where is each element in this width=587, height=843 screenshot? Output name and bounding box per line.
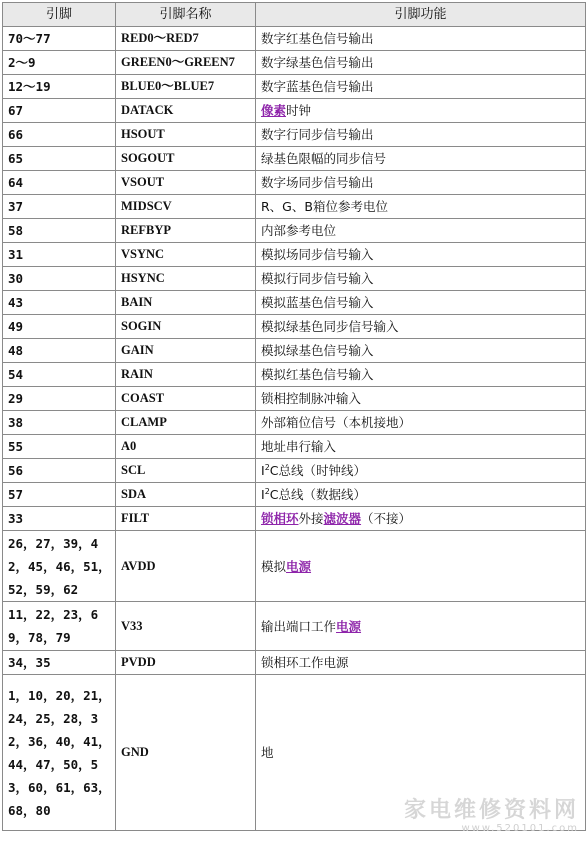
pin-name: REFBYP (116, 219, 256, 243)
pin-number: 1，10，20，21，24，25，28，32，36，40，41，44，47，50，53，60，61，63，68，80 (3, 675, 116, 831)
table-row (3, 219, 586, 243)
function-text: I (261, 487, 265, 502)
table-row (3, 339, 586, 363)
pin-table (2, 2, 586, 831)
table-row (3, 147, 586, 171)
pin-function: 外部箱位信号（本机接地） (256, 411, 586, 435)
table-row (3, 27, 586, 51)
pin-function: 地 (256, 675, 586, 831)
pin-function: 模拟场同步信号输入 (256, 243, 586, 267)
table-row (3, 651, 586, 675)
pin-function: 地址串行输入 (256, 435, 586, 459)
pin-number: 12～19 (3, 75, 116, 99)
pin-name: BAIN (116, 291, 256, 315)
link-pll[interactable]: 锁相环 (261, 511, 299, 526)
function-text: 外接 (298, 511, 324, 526)
pin-function: 数字场同步信号输出 (256, 171, 586, 195)
pin-function: 模拟绿基色信号输入 (256, 339, 586, 363)
pin-function (256, 483, 586, 507)
function-text: 输出端口工作 (261, 618, 337, 634)
pin-number: 55 (3, 435, 116, 459)
watermark-text: 家电维修资料网 (403, 797, 579, 823)
pin-name: GAIN (116, 339, 256, 363)
function-text: 模拟 (261, 558, 287, 574)
pin-name: V33 (116, 602, 256, 651)
table-row (3, 483, 586, 507)
pin-number: 57 (3, 483, 116, 507)
table-row (3, 51, 586, 75)
table-row (3, 459, 586, 483)
pin-function (256, 602, 586, 651)
pin-function (256, 531, 586, 602)
function-text: C总线（时钟线） (269, 463, 367, 478)
pin-number: 67 (3, 99, 116, 123)
pin-function: 数字绿基色信号输出 (256, 51, 586, 75)
pin-function: 内部参考电位 (256, 219, 586, 243)
table-row (3, 363, 586, 387)
pin-number: 11，22，23，69，78，79 (3, 602, 116, 651)
pin-function: 锁相环工作电源 (256, 651, 586, 675)
table-row (3, 243, 586, 267)
table-row (3, 435, 586, 459)
pin-name: SOGIN (116, 315, 256, 339)
pin-number: 48 (3, 339, 116, 363)
pin-name: A0 (116, 435, 256, 459)
link-power[interactable]: 电源 (286, 558, 312, 574)
pin-name: PVDD (116, 651, 256, 675)
table-row (3, 387, 586, 411)
pin-number: 70～77 (3, 27, 116, 51)
table-row (3, 602, 586, 651)
table-row (3, 171, 586, 195)
pin-name: HSYNC (116, 267, 256, 291)
table-row (3, 411, 586, 435)
table-row (3, 99, 586, 123)
pin-number: 2～9 (3, 51, 116, 75)
pin-name: CLAMP (116, 411, 256, 435)
pin-function: 数字红基色信号输出 (256, 27, 586, 51)
pin-number: 31 (3, 243, 116, 267)
pin-name: SDA (116, 483, 256, 507)
table-row (3, 675, 586, 831)
pin-name: GND (116, 675, 256, 831)
pin-name: FILT (116, 507, 256, 531)
table-row (3, 531, 586, 602)
pin-number: 54 (3, 363, 116, 387)
pin-name: SCL (116, 459, 256, 483)
pin-number: 34，35 (3, 651, 116, 675)
pin-number: 66 (3, 123, 116, 147)
pin-name: DATACK (116, 99, 256, 123)
table-row (3, 123, 586, 147)
watermark-url: www.520101.com (461, 823, 579, 834)
superscript: 2 (264, 462, 270, 472)
pin-function (256, 507, 586, 531)
pin-function: 数字行同步信号输出 (256, 123, 586, 147)
table-row (3, 507, 586, 531)
function-text: I (261, 463, 265, 478)
pin-name: VSYNC (116, 243, 256, 267)
function-text: （不接） (361, 511, 412, 526)
link-pixel[interactable]: 像素 (261, 103, 287, 118)
pin-function: 模拟蓝基色信号输入 (256, 291, 586, 315)
pin-number: 49 (3, 315, 116, 339)
pin-function: 锁相控制脉冲输入 (256, 387, 586, 411)
pin-name: AVDD (116, 531, 256, 602)
function-text: C总线（数据线） (269, 487, 367, 502)
pin-number: 26，27，39，42，45，46，51，52，59，62 (3, 531, 116, 602)
pin-name: MIDSCV (116, 195, 256, 219)
pin-name: COAST (116, 387, 256, 411)
header-pin-name: 引脚名称 (116, 3, 256, 27)
pin-number: 43 (3, 291, 116, 315)
link-filter[interactable]: 滤波器 (323, 511, 362, 526)
pin-number: 33 (3, 507, 116, 531)
pin-function: 数字蓝基色信号输出 (256, 75, 586, 99)
pin-number: 56 (3, 459, 116, 483)
superscript: 2 (264, 486, 270, 496)
pin-number: 64 (3, 171, 116, 195)
pin-name: GREEN0～GREEN7 (116, 51, 256, 75)
table-row (3, 291, 586, 315)
pin-function (256, 99, 586, 123)
pin-number: 37 (3, 195, 116, 219)
pin-function: R、G、B箱位参考电位 (256, 195, 586, 219)
table-row (3, 267, 586, 291)
pin-number: 65 (3, 147, 116, 171)
header-pin: 引脚 (3, 3, 116, 27)
header-pin-function: 引脚功能 (256, 3, 586, 27)
pin-function: 模拟红基色信号输入 (256, 363, 586, 387)
function-text: 时钟 (286, 103, 312, 118)
pin-name: RAIN (116, 363, 256, 387)
header-row (3, 3, 586, 27)
pin-name: RED0～RED7 (116, 27, 256, 51)
pin-name: VSOUT (116, 171, 256, 195)
table-row (3, 315, 586, 339)
pin-number: 29 (3, 387, 116, 411)
pin-number: 38 (3, 411, 116, 435)
pin-name: HSOUT (116, 123, 256, 147)
table-row (3, 195, 586, 219)
pin-function: 模拟行同步信号输入 (256, 267, 586, 291)
link-power[interactable]: 电源 (336, 618, 362, 634)
pin-number: 58 (3, 219, 116, 243)
pin-name: SOGOUT (116, 147, 256, 171)
pin-number: 30 (3, 267, 116, 291)
pin-function: 模拟绿基色同步信号输入 (256, 315, 586, 339)
pin-function (256, 459, 586, 483)
pin-name: BLUE0～BLUE7 (116, 75, 256, 99)
pin-function: 绿基色限幅的同步信号 (256, 147, 586, 171)
table-row (3, 75, 586, 99)
